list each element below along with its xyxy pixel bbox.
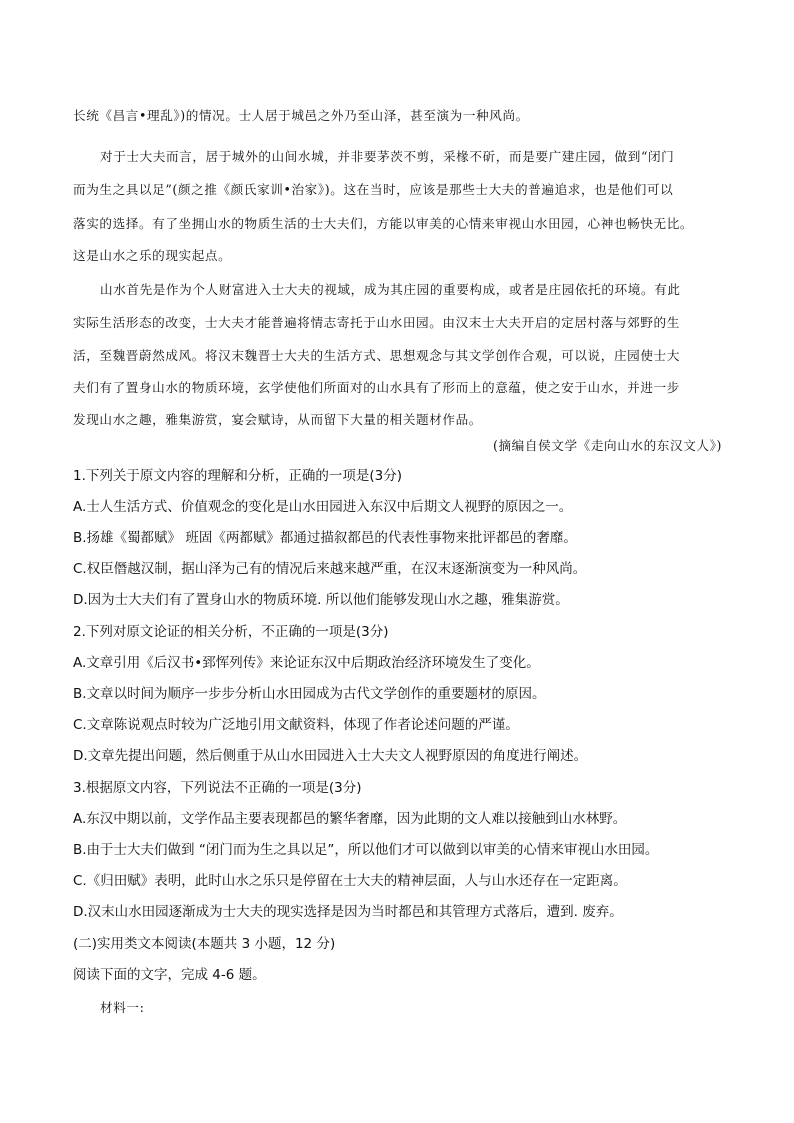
passage-line: 夫们有了置身山水的物质环境，玄学使他们所面对的山水具有了形而上的意蕴，使之安于山水，并进一步 — [73, 380, 680, 395]
passage-line: 落实的选择。有了坐拥山水的物质生活的士大夫们，方能以审美的心情来审视山水田园，心神也畅快无比。 — [73, 216, 694, 231]
question-stem: 3.根据原文内容，下列说法不正确的一项是(3分) — [73, 780, 362, 796]
section-heading: (二)实用类文本阅读(本题共 3 小题，12 分) — [73, 936, 336, 952]
passage-line: 这是山水之乐的现实起点。 — [73, 248, 232, 263]
material-label: 材料一: — [100, 1000, 145, 1015]
answer-option: B.由于士大夫们做到 “闭门而为生之具以足”，所以他们才可以做到以审美的心情来审视山水田园。 — [73, 842, 659, 858]
answer-option: B.扬雄《蜀都赋》 班固《两都赋》都通过描叙都邑的代表性事物来批评都邑的奢靡。 — [73, 530, 577, 546]
passage-line: 发现山水之趣，雅集游赏，宴会赋诗，从而留下大量的相关题材作品。 — [73, 412, 483, 427]
passage-line: 山水首先是作为个人财富进入士大夫的视域，成为其庄园的重要构成，或者是庄园依托的环境。有此 — [100, 282, 681, 297]
answer-option: D.文章先提出问题，然后侧重于从山水田园进入士大夫文人视野原因的角度进行阐述。 — [73, 748, 588, 764]
passage-line: 长统《昌言•理乱》)的情况。士人居于城邑之外乃至山泽，甚至演为一种风尚。 — [73, 108, 529, 123]
answer-option: C.《归田赋》表明，此时山水之乐只是停留在士大夫的精神层面，人与山水还存在一定距离。 — [73, 873, 627, 889]
passage-line: 实际生活形态的改变，士大夫才能普遍将情志寄托于山水田园。由汉末士大夫开启的定居村落与郊野的生 — [73, 315, 680, 330]
passage-line: 对于士大夫而言，居于城外的山间水城，并非要茅茨不剪，采椽不斫，而是要广建庄园，做到“闭门 — [100, 149, 675, 164]
answer-option: C.文章陈说观点时较为广泛地引用文献资料，体现了作者论述问题的严谨。 — [73, 717, 519, 733]
passage-source: (摘编自侯文学《走向山水的东汉文人》) — [492, 438, 722, 453]
section-instruction: 阅读下面的文字，完成 4-6 题。 — [73, 967, 266, 983]
passage-line: 活，至魏晋蔚然成风。将汉末魏晋士大夫的生活方式、思想观念与其文学创作合观，可以说，庄园使士大 — [73, 348, 680, 363]
question-stem: 1.下列关于原文内容的理解和分析，正确的一项是(3分) — [73, 468, 403, 484]
answer-option: A.东汉中期以前，文学作品主要表现都邑的繁华奢靡，因为此期的文人难以接触到山水林野。 — [73, 811, 627, 827]
answer-option: D.因为士大夫们有了置身山水的物质环境. 所以他们能够发现山水之趣，雅集游赏。 — [73, 592, 569, 608]
question-stem: 2.下列对原文论证的相关分析，不正确的一项是(3分) — [73, 624, 389, 640]
answer-option: D.汉末山水田园逐渐成为士大夫的现实选择是因为当时都邑和其管理方式落后，遭到. 废弃。 — [73, 904, 623, 920]
passage-line: 而为生之具以足”(颜之推《颜氏家训•治家》)。这在当时，应该是那些士大夫的普遍追求，也是他们可以 — [73, 182, 674, 197]
answer-option: C.权臣僭越汉制，据山泽为己有的情况后来越来越严重，在汉末逐渐演变为一种风尚。 — [73, 561, 587, 577]
answer-option: B.文章以时间为顺序一步步分析山水田园成为古代文学创作的重要题材的原因。 — [73, 686, 546, 702]
answer-option: A.文章引用《后汉书•郅恽列传》来论证东汉中后期政治经济环境发生了变化。 — [73, 655, 540, 671]
answer-option: A.士人生活方式、价值观念的变化是山水田园进入东汉中后期文人视野的原因之一。 — [73, 499, 573, 515]
